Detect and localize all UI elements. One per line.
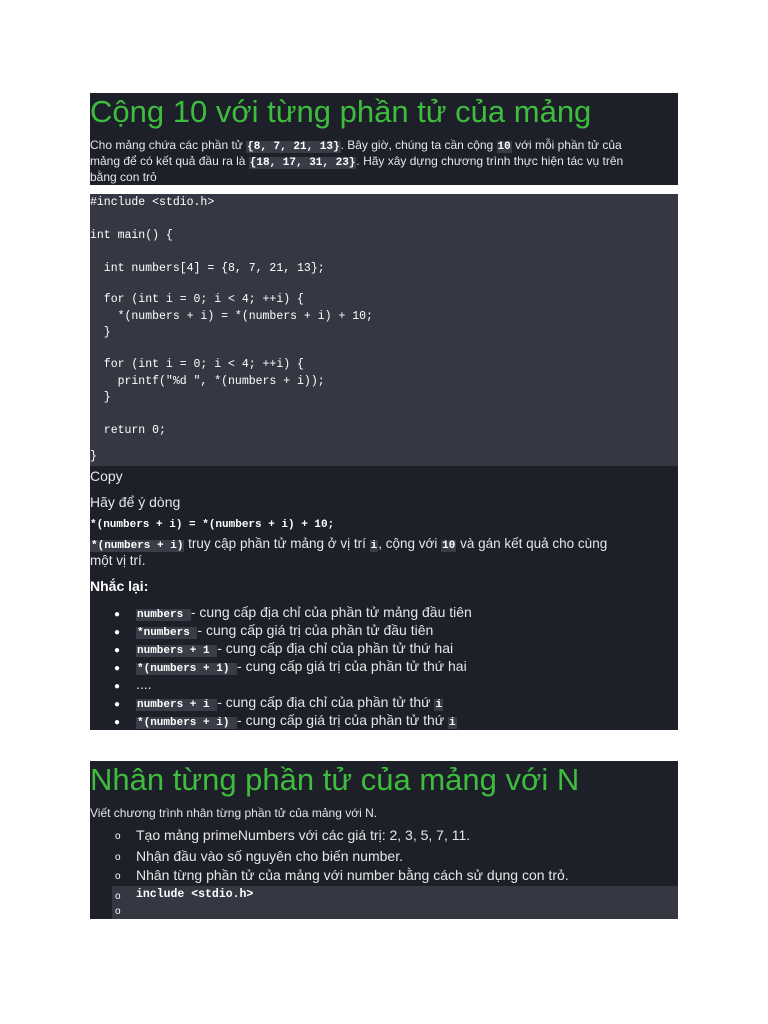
section2-title: Nhân từng phần tử của mảng với N <box>90 762 580 797</box>
section1-intro-line1: Cho mảng chứa các phần tử {8, 7, 21, 13}. Bây giờ, chúng ta cần cộng 10 với mỗi phần tử của <box>90 138 622 153</box>
list-item: numbers - cung cấp địa chỉ của phần tử mảng đầu tiên <box>137 604 472 621</box>
list-item: Nhận đầu vào số nguyên cho biến number. <box>136 848 403 864</box>
bullet-icon: ● <box>114 627 121 638</box>
code-line: for (int i = 0; i < 4; ++i) { <box>90 358 304 371</box>
explain-line1: *(numbers + i) truy cập phần tử mảng ở vị trí i, cộng với 10 và gán kết quả cho cùng <box>91 536 608 552</box>
code-line: } <box>90 326 111 339</box>
code-line: *(numbers + i) = *(numbers + i) + 10; <box>90 310 373 323</box>
list-item: numbers + 1 - cung cấp địa chỉ của phần tử thứ hai <box>137 640 454 657</box>
code-line: for (int i = 0; i < 4; ++i) { <box>90 293 304 306</box>
recall-list <box>90 466 678 730</box>
list-item: Tạo mảng primeNumbers với các giá trị: 2, 3, 5, 7, 11. <box>136 827 471 843</box>
code-line: int main() { <box>90 229 173 242</box>
inline-code: i <box>370 540 378 552</box>
circle-bullet-icon: o <box>115 831 121 842</box>
inline-code: {8, 7, 21, 13} <box>247 141 340 153</box>
circle-bullet-icon: o <box>115 891 121 902</box>
explain-line2: một vị trí. <box>90 553 146 568</box>
section2 <box>90 761 678 919</box>
section1-intro-line3: bằng con trỏ <box>90 170 157 184</box>
code-line: } <box>90 391 111 404</box>
section1-intro-line2: mảng để có kết quả đầu ra là {18, 17, 31, 23}. Hãy xây dựng chương trình thực hiện tác vụ trên <box>90 154 624 169</box>
note-label: Hãy để ý dòng <box>90 494 181 510</box>
section2-intro: Viết chương trình nhân từng phần tử của mảng với N. <box>90 806 378 820</box>
list-item: Nhân từng phần tử của mảng với number bằng cách sử dụng con trỏ. <box>136 867 569 883</box>
circle-bullet-icon: o <box>115 852 121 863</box>
inline-code: {18, 17, 31, 23} <box>249 157 356 169</box>
code-line: return 0; <box>90 424 166 437</box>
inline-code: 10 <box>497 141 511 153</box>
list-item: numbers + i - cung cấp địa chỉ của phần tử thứ i <box>137 694 443 711</box>
inline-code: 10 <box>442 540 456 552</box>
code-line: include <stdio.h> <box>136 888 254 901</box>
recall-label: Nhắc lại: <box>90 578 149 594</box>
circle-bullet-icon: o <box>115 871 121 882</box>
code-line: #include <stdio.h> <box>90 196 215 209</box>
section1-header <box>90 93 678 185</box>
code-block <box>112 886 678 919</box>
code-block <box>90 194 678 466</box>
code-line: } <box>90 450 97 463</box>
note-code: *(numbers + i) = *(numbers + i) + 10; <box>90 519 335 531</box>
inline-code: *(numbers + i) <box>91 540 184 552</box>
list-item: *(numbers + 1) - cung cấp giá trị của phần tử thứ hai <box>137 658 467 675</box>
bullet-icon: ● <box>114 717 121 728</box>
section1-body <box>90 466 678 730</box>
bullet-icon: ● <box>114 663 121 674</box>
bullet-icon: ● <box>114 645 121 656</box>
list-item: .... <box>136 676 152 692</box>
code-line: int numbers[4] = {8, 7, 21, 13}; <box>90 262 325 275</box>
list-item: *(numbers + i) - cung cấp giá trị của phần tử thứ i <box>137 712 456 729</box>
circle-bullet-icon: o <box>115 906 121 917</box>
code-line: printf("%d ", *(numbers + i)); <box>90 375 325 388</box>
section1-title: Cộng 10 với từng phần tử của mảng <box>90 94 592 129</box>
bullet-icon: ● <box>114 699 121 710</box>
bullet-icon: ● <box>114 609 121 620</box>
bullet-icon: ● <box>114 681 121 692</box>
list-item: *numbers - cung cấp giá trị của phần tử đầu tiên <box>137 622 434 639</box>
copy-button[interactable]: Copy <box>90 468 123 484</box>
